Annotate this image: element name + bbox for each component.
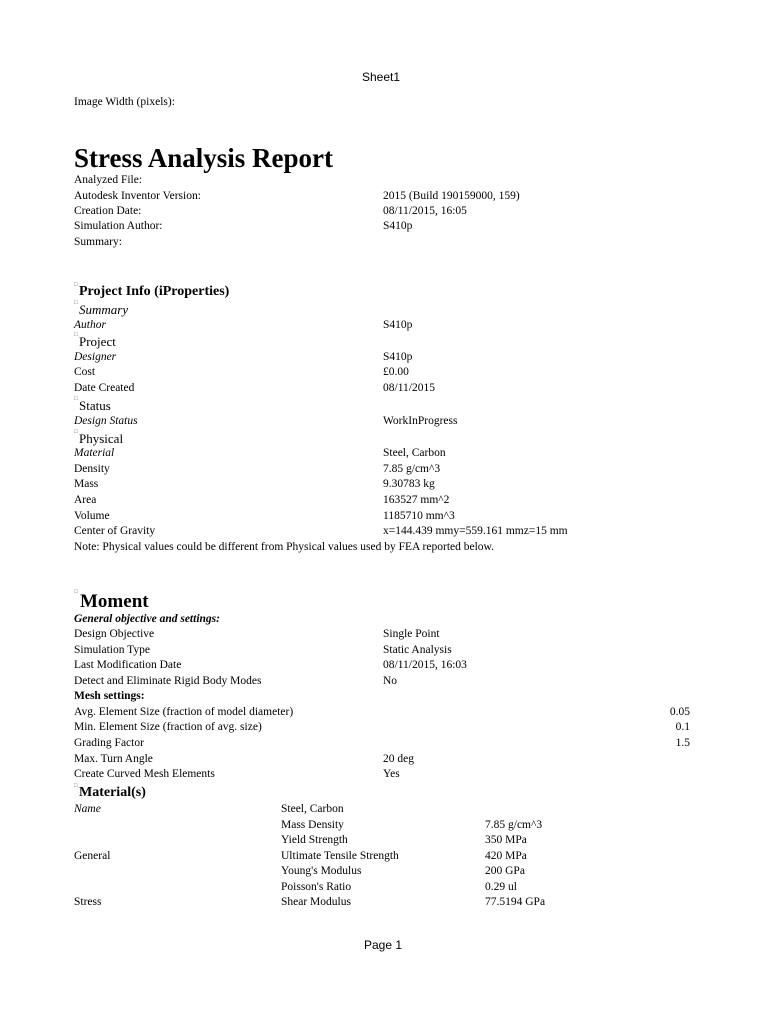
density-label: Density — [74, 463, 110, 475]
volume-value: 1185710 mm^3 — [383, 510, 455, 522]
image-placeholder-icon: □ — [74, 332, 78, 338]
area-label: Area — [74, 494, 97, 506]
summary-label: Summary: — [74, 236, 122, 248]
image-placeholder-icon: □ — [74, 396, 78, 402]
material-label: Material — [74, 447, 115, 459]
center-of-gravity-label: Center of Gravity — [74, 525, 156, 537]
inventor-version-value: 2015 (Build 190159000, 159) — [383, 190, 520, 202]
material-property-value: 350 MPa — [485, 834, 527, 846]
grading-factor-label: Grading Factor — [74, 737, 144, 749]
max-turn-angle-label: Max. Turn Angle — [74, 753, 153, 765]
image-width-label: Image Width (pixels): — [74, 96, 175, 108]
simulation-type-value: Static Analysis — [383, 644, 452, 656]
sheet-name: Sheet1 — [362, 70, 401, 84]
creation-date-label: Creation Date: — [74, 205, 142, 217]
cost-label: Cost — [74, 366, 96, 378]
material-property-label: Mass Density — [281, 819, 344, 831]
material-property-label: Poisson's Ratio — [281, 881, 352, 893]
author-value: S410p — [383, 319, 413, 331]
curved-mesh-value: Yes — [383, 768, 400, 780]
creation-date-value: 08/11/2015, 16:05 — [383, 205, 467, 217]
material-property-label: Young's Modulus — [281, 865, 362, 877]
date-created-label: Date Created — [74, 382, 135, 394]
rigid-body-modes-label: Detect and Eliminate Rigid Body Modes — [74, 675, 262, 687]
mass-value: 9.30783 kg — [383, 478, 435, 490]
physical-values-note: Note: Physical values could be different from Physical values used by FEA reported below. — [74, 541, 494, 553]
design-objective-label: Design Objective — [74, 628, 155, 640]
materials-heading: Material(s) — [79, 785, 146, 800]
summary-subheading: Summary — [79, 302, 129, 317]
designer-value: S410p — [383, 351, 413, 363]
simulation-author-label: Simulation Author: — [74, 220, 163, 232]
material-property-label: Shear Modulus — [281, 896, 351, 908]
page-title: Stress Analysis Report — [74, 143, 334, 173]
area-value: 163527 mm^2 — [383, 494, 450, 506]
status-subheading: Status — [79, 398, 111, 413]
simulation-author-value: S410p — [383, 220, 413, 232]
material-property-value: 200 GPa — [485, 865, 525, 877]
grading-factor-value: 1.5 — [675, 737, 690, 749]
general-settings-heading: General objective and settings: — [74, 613, 220, 625]
image-placeholder-icon: □ — [74, 282, 78, 288]
center-of-gravity-value: x=144.439 mmy=559.161 mmz=15 mm — [383, 525, 568, 537]
density-value: 7.85 g/cm^3 — [383, 463, 441, 475]
design-status-label: Design Status — [74, 415, 138, 427]
material-property-value: 7.85 g/cm^3 — [485, 819, 543, 831]
volume-label: Volume — [74, 510, 110, 522]
project-subheading: Project — [79, 334, 116, 349]
image-placeholder-icon: □ — [74, 429, 78, 435]
mesh-settings-heading: Mesh settings: — [74, 690, 145, 702]
project-info-heading: Project Info (iProperties) — [79, 284, 230, 299]
min-element-size-label: Min. Element Size (fraction of avg. size) — [74, 721, 262, 733]
rigid-body-modes-value: No — [383, 675, 398, 687]
physical-subheading: Physical — [79, 431, 124, 446]
page-number: Page 1 — [364, 938, 403, 952]
design-status-value: WorkInProgress — [383, 415, 458, 427]
author-label: Author — [74, 319, 106, 331]
avg-element-size-label: Avg. Element Size (fraction of model diameter) — [74, 706, 294, 718]
material-property-label: Ultimate Tensile Strength — [281, 850, 399, 862]
image-placeholder-icon: □ — [74, 783, 78, 789]
cost-value: £0.00 — [383, 366, 409, 378]
material-property-value: 0.29 ul — [485, 881, 517, 893]
last-modification-value: 08/11/2015, 16:03 — [383, 659, 467, 671]
material-property-value: 77.5194 GPa — [485, 896, 546, 908]
material-property-value: 420 MPa — [485, 850, 527, 862]
simulation-type-label: Simulation Type — [74, 644, 150, 656]
max-turn-angle-value: 20 deg — [383, 753, 414, 765]
moment-heading: Moment — [80, 591, 149, 612]
material-property-label: Yield Strength — [281, 834, 348, 846]
material-name-label: Name — [74, 803, 101, 815]
design-objective-value: Single Point — [383, 628, 440, 640]
analyzed-file-label: Analyzed File: — [74, 174, 143, 186]
designer-label: Designer — [74, 351, 117, 363]
mass-label: Mass — [74, 478, 99, 490]
material-name-value: Steel, Carbon — [281, 803, 344, 815]
image-placeholder-icon: □ — [74, 300, 78, 306]
last-modification-label: Last Modification Date — [74, 659, 182, 671]
image-placeholder-icon: □ — [74, 589, 78, 595]
min-element-size-value: 0.1 — [675, 721, 690, 733]
general-group-label: General — [74, 850, 111, 862]
avg-element-size-value: 0.05 — [669, 706, 690, 718]
stress-group-label: Stress — [74, 896, 102, 908]
material-value: Steel, Carbon — [383, 447, 446, 459]
inventor-version-label: Autodesk Inventor Version: — [74, 190, 201, 202]
date-created-value: 08/11/2015 — [383, 382, 435, 394]
curved-mesh-label: Create Curved Mesh Elements — [74, 768, 215, 780]
